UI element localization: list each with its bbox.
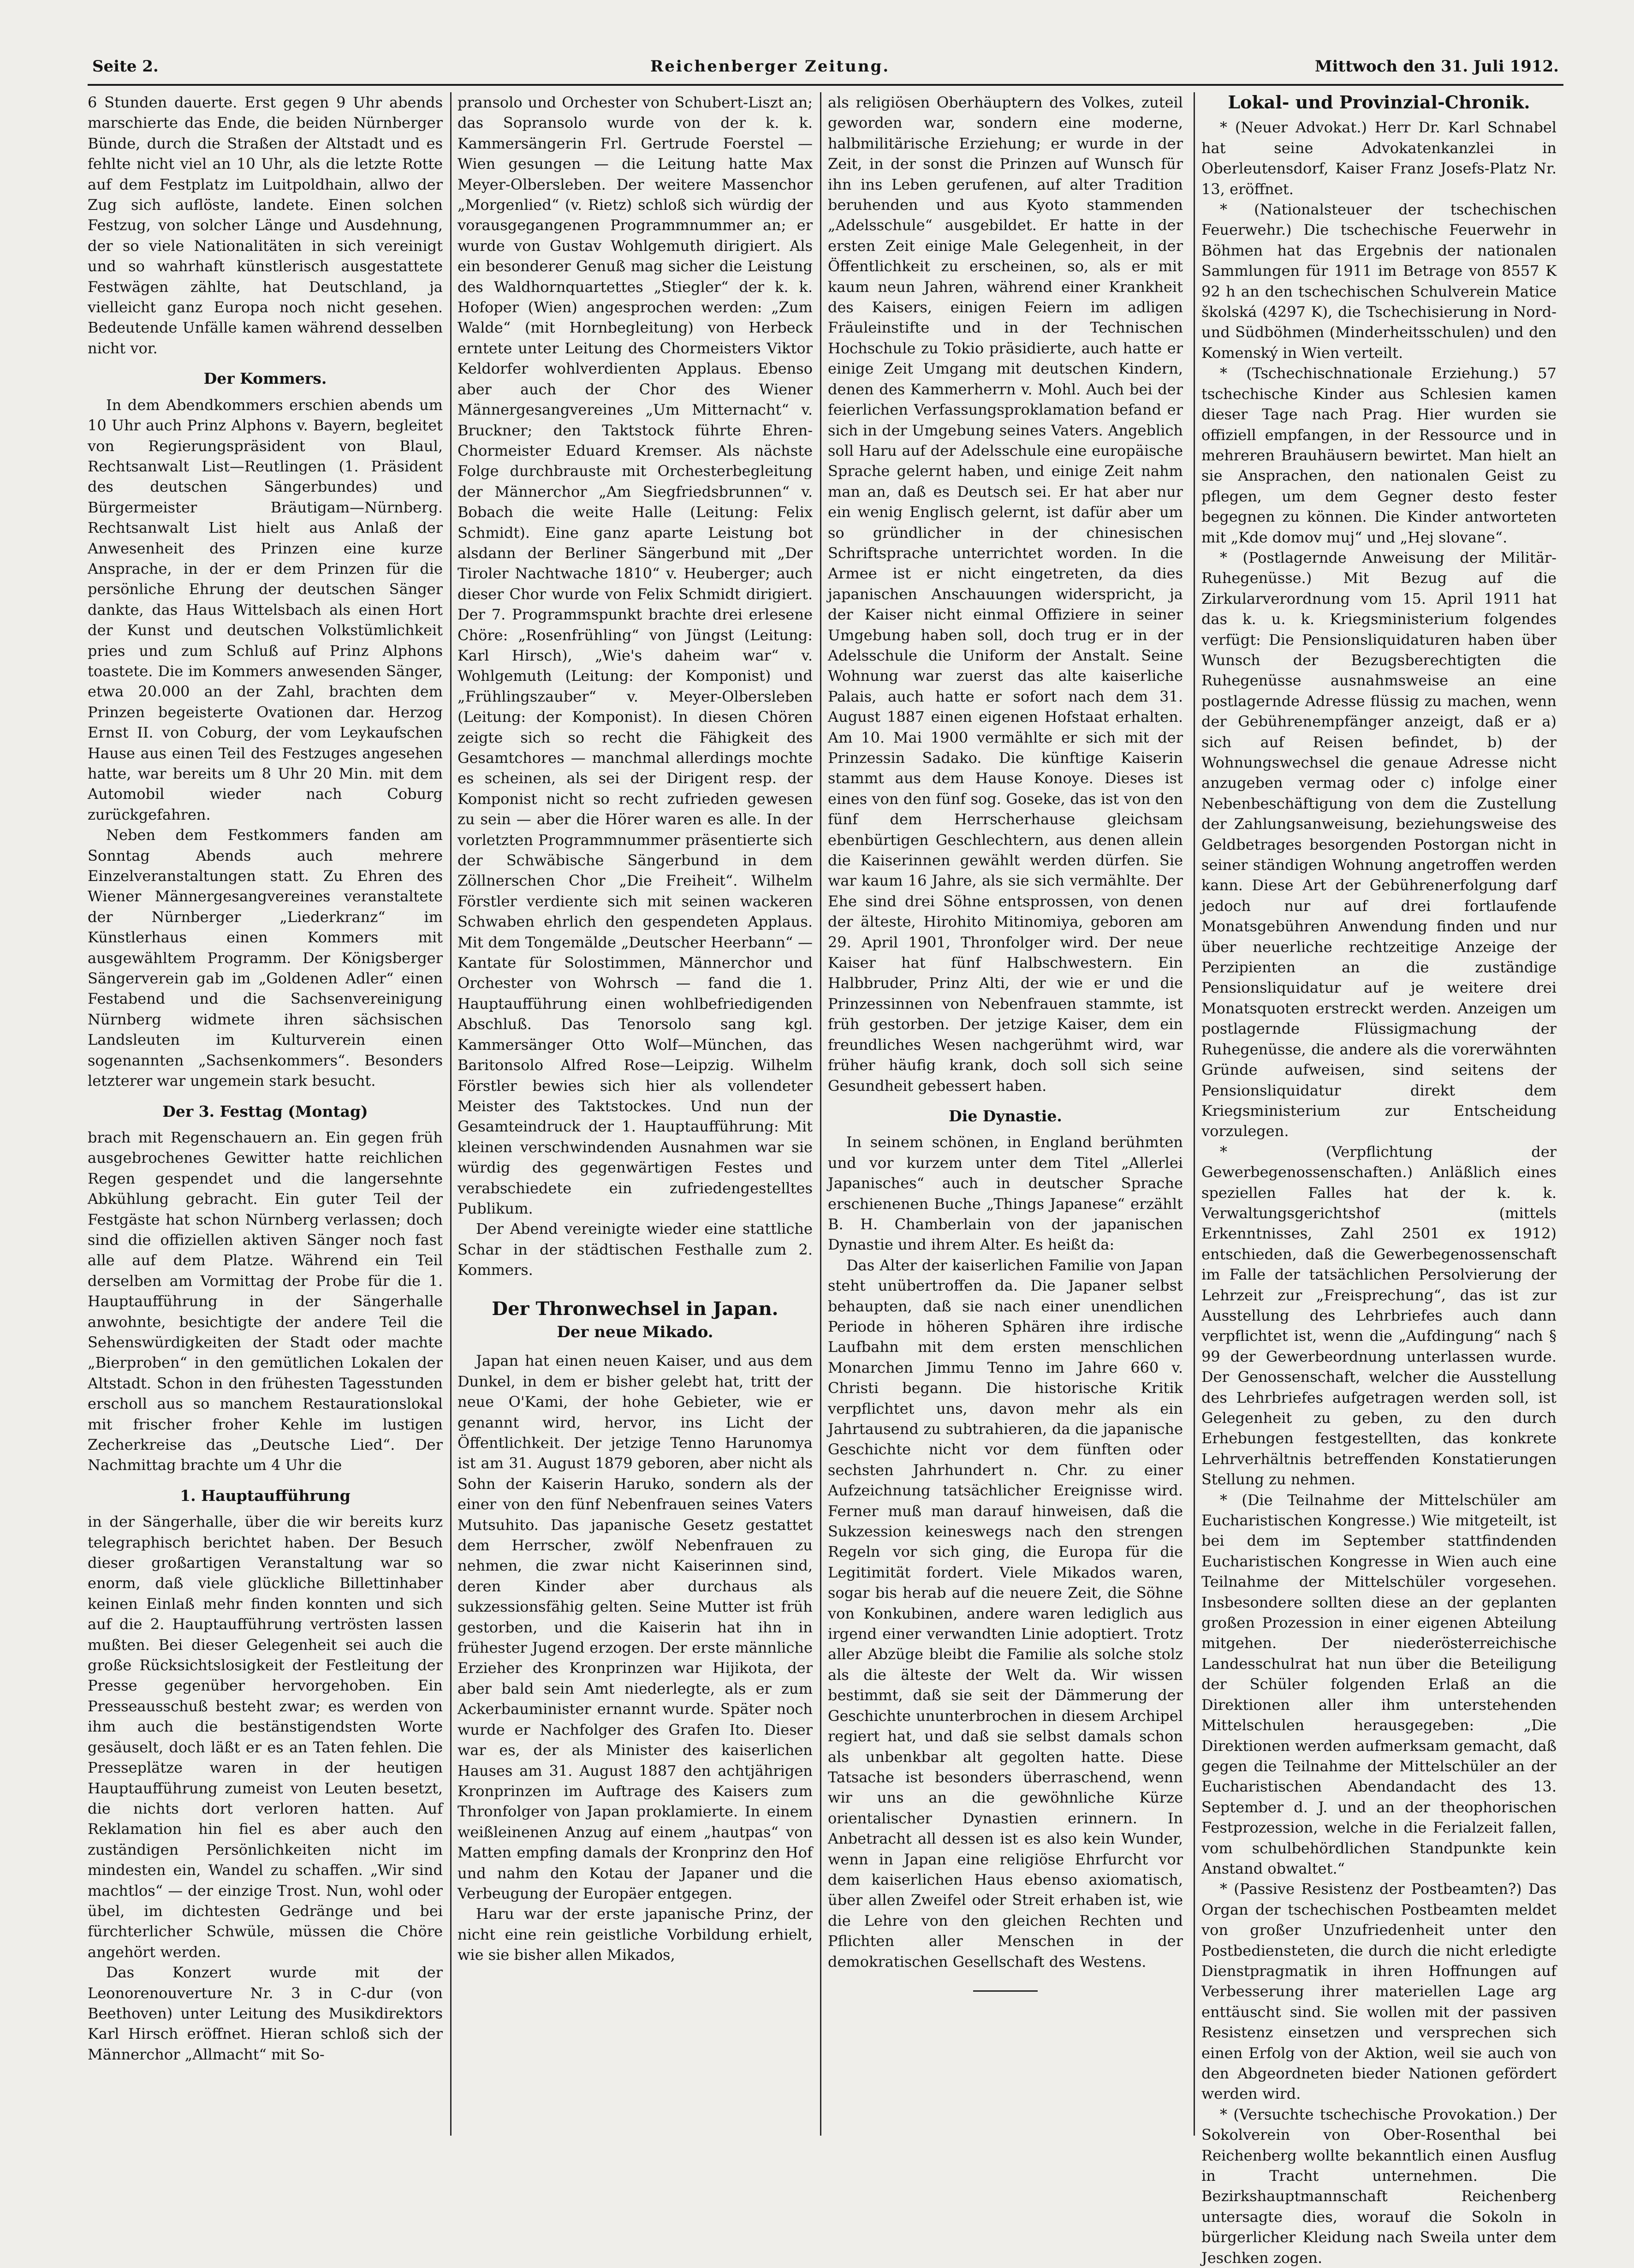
paragraph: Haru war der erste japanische Prinz, der nicht eine rein geistliche Vorbildung erhielt, wie sie bisher allen Mikados, [458,1905,813,1964]
newspaper-page [88,51,1563,2267]
paragraph: In dem Abendkommers erschien abends um 10 Uhr auch Prinz Alphons v. Bayern, begleitet von Regierungspräsident von Blaul, Rechtsanwalt List—Reutlingen (1. Präsident des deutschen Sängerbundes) und Bürgermeister Bräutigam—Nürnberg. Rechtsanwalt List hielt aus Anlaß der Anwesenheit des Prinzen eine kurze Ansprache, in der er dem Prinzen für die persönliche Ehrung der deutschen Sänger dankte, das Haus Wittelsbach als einen Hort der Kunst und deutschen Volkstümlichkeit pries und zum Schluß auf Prinz Alphons toastete. Die im Kommers anwesenden Sänger, etwa 20.000 an der Zahl, brachten dem Prinzen begeisterte Ovationen dar. Herzog Ernst II. von Coburg, der vom Leykaufschen Hause aus einen Teil des Festzuges angesehen hatte, war bereits um 8 Uhr 20 Min. mit dem Automobil wieder nach Coburg zurückgefahren. [88,396,443,823]
column-3 [828,92,1183,2140]
news-item: * (Versuchte tschechische Provokation.) Der Sokolverein von Ober-Rosenthal bei Reichenberg wollte bekanntlich einen Ausflug in Tracht unternehmen. Die Bezirkshauptmannschaft Reichenberg untersagte dies, worauf die Sokoln in bürgerlicher Kleidung nach Sweila unter dem Jeschken zogen. [1201,2105,1557,2267]
paragraph: brach mit Regenschauern an. Ein gegen früh ausgebrochenes Gewitter hatte reichlichen Regen gespendet und die langersehnte Abkühlung gebracht. Ein guter Teil der Festgäste hat schon Nürnberg verlassen; doch sind die offiziellen aktiven Sänger noch fast alle auf dem Platze. Während ein Teil derselben am Vormittag der Probe für die 1. Hauptaufführung in der Sängerhalle anwohnte, besichtigte der andere Teil die Sehenswürdigkeiten der Stadt oder machte „Bierproben“ in den gemütlichen Lokalen der Altstadt. Schon in den frühesten Tagesstunden erscholl aus so manchem Restaurationslokal mit frischer froher Kehle im lustigen Zecherkreise das „Deutsche Lied“. Der Nachmittag brachte um 4 Uhr die [88,1128,443,1474]
paragraph: Neben dem Festkommers fanden am Sonntag Abends auch mehrere Einzelveranstaltungen statt. Zu Ehren des Wiener Männergesangvereines veranstaltete der Nürnberger „Liederkranz“ im Künstlerhaus einen Kommers mit ausgewähltem Programm. Der Königsberger Sängerverein gab im „Goldenen Adler“ einen Festabend und die Sachsenvereinigung Nürnberg widmete ihren sächsischen Landsleuten im Kulturverein einen sogenannten „Sachsenkommers“. Besonders letzterer war ungemein stark besucht. [88,826,443,1090]
paragraph: Das Alter der kaiserlichen Familie von Japan steht unübertroffen da. Die Japaner selbst behaupten, daß sie nach einer unendlichen Periode in höheren Sphären ihre irdische Laufbahn mit dem ersten menschlichen Monarchen Jimmu Tenno im Jahre 660 v. Christi begann. Die historische Kritik verpflichtet uns, davon mehr als ein Jahrtausend zu subtrahieren, da die japanische Geschichte nicht vor dem fünften oder sechsten Jahrhundert n. Chr. zu einer Aufzeichnung tatsächlicher Ereignisse wird. Ferner muß man darauf hinweisen, daß die Sukzession keineswegs nach den strengen Regeln vor sich ging, die Europa für die Legitimität fordert. Viele Mikados waren, sogar bis herab auf die neuere Zeit, die Söhne von Konkubinen, andere waren lediglich aus irgend einer verwandten Linie adoptiert. Trotz aller Abzüge bleibt die Familie als solche stolz als die älteste der Welt da. Wir wissen bestimmt, daß sie seit der Dämmerung der Geschichte ununterbrochen in diesem Archipel regiert hat, und daß sie selbst damals schon als unbenkbar alt gegolten hatte. Diese Tatsache ist besonders überraschend, wenn wir uns an die gewöhnliche Kürze orientalischer Dynastien erinnern. In Anbetracht all dessen ist es also kein Wunder, wenn in Japan eine religiöse Ehrfurcht vor dem kaiserlichen Haus ebenso axiomatisch, über allen Zweifel oder Streit erhaben ist, wie die Lehre von den gleichen Rechten und Pflichten aller Menschen in der demokratischen Gesellschaft des Westens. [828,1256,1183,1970]
paragraph: als religiösen Oberhäuptern des Volkes, zuteil geworden war, sondern eine moderne, halbmilitärische Erziehung; er wurde in der Zeit, in der sonst die Prinzen auf Wunsch für ihn ins Leben gerufenen, auf alter Tradition beruhenden und aus Kyoto stammenden „Adelsschule“ ausgebildet. Er hatte in der ersten Zeit einige Male Gelegenheit, in der Öffentlichkeit zu erscheinen, so, als er mit kaum neun Jahren, während einer Krankheit des Kaisers, einigen Feiern im adligen Fräuleinstifte und in der Technischen Hochschule zu Tokio präsidierte, auch hatte er einige Zeit Umgang mit deutschen Kindern, denen des Kammerherrn v. Mohl. Auch bei der feierlichen Verfassungsproklamation befand er sich in der Umgebung seines Vaters. Angeblich soll Haru auf der Adelsschule eine europäische Sprache gelernt haben, und einige Zeit nahm man an, daß es Deutsch sei. Er hat aber nur ein wenig Englisch gelernt, ist dafür aber um so gründlicher in der chinesischen Schriftsprache unterrichtet worden. In die Armee ist er nicht eingetreten, da dies japanischen Anschauungen widerspricht, ja der Kaiser nicht einmal Offiziere in seiner Umgebung haben soll, doch trug er in der Adelsschule die Uniform der Anstalt. Seine Wohnung war zuerst das alte kaiserliche Palais, auch hatte er sofort nach dem 31. August 1887 einen eigenen Hofstaat erhalten. Am 10. Mai 1900 vermählte er sich mit der Prinzessin Sadako. Die künftige Kaiserin stammt aus dem Hause Konoye. Dieses ist eines von den fünf sog. Goseke, das ist von den fünf dem Herrscherhause gleichsam ebenbürtigen Geschlechtern, aus denen allein die Kaiserinnen gewählt werden dürfen. Sie war kaum 16 Jahre, als sie sich vermählte. Der Ehe sind drei Söhne entsprossen, von denen der älteste, Hirohito Mitinomiya, geboren am 29. April 1901, Thronfolger wird. Der neue Kaiser hat fünf Halbschwestern. Ein Halbbruder, Prinz Alti, der wie er und die Prinzessinnen von Nebenfrauen stammte, ist früh gestorben. Der jetzige Kaiser, dem ein freundliches Wesen nachgerühmt wird, war früher häufig krank, doch soll sich seine Gesundheit gebessert haben. [828,94,1183,1095]
news-item: * (Verpflichtung der Gewerbegenossenschaften.) Anläßlich eines speziellen Falles hat der k. k. Verwaltungsgerichtshof (mittels Erkenntnisses, Zahl 2501 ex 1912) entschieden, daß die Gewerbegenossenschaft im Falle der tatsächlichen Persolvierung der Lehrzeit zur „Freisprechung“, das ist zur Ausstellung des Lehrbriefes auch dann verpflichtet ist, wenn die „Aufdingung“ nach § 99 der Gewerbeordnung unterlassen wurde. Der Genossenschaft, welcher die Ausstellung des Lehrbriefes aufgetragen werden soll, ist Gelegenheit zu geben, zu den durch Erhebungen festgestellten, das konkrete Lehrverhältnis betreffenden Konstatierungen Stellung zu nehmen. [1201,1143,1557,1488]
column-1 [88,92,443,2140]
paragraph: Das Konzert wurde mit der Leonorenouverture Nr. 3 in C-dur (von Beethoven) unter Leitung des Musikdirektors Karl Hirsch eröffnet. Hieran schloß sich der Männerchor „Allmacht“ mit So- [88,1964,443,2063]
paragraph: In seinem schönen, in England berühmten und vor kurzem unter dem Titel „Allerlei Japanisches“ auch in deutscher Sprache erschienenen Buche „Things Japanese“ erzählt B. H. Chamberlain von der japanischen Dynastie und ihrem Alter. Es heißt da: [828,1133,1183,1254]
paragraph: in der Sängerhalle, über die wir bereits kurz telegraphisch berichtet haben. Der Besuch dieser großartigen Veranstaltung war so enorm, daß viele glückliche Billettinhaber keinen Einlaß mehr finden konnten und sich auf die 2. Hauptaufführung vertrösten lassen mußten. Bei dieser Gelegenheit sei auch die große Rücksichtslosigkeit der Festleitung der Presse gegenüber hervorgehoben. Ein Presseausschuß besteht zwar; es werden von ihm auch die bestänstigendsten Worte gesäuselt, doch läßt er es an Taten fehlen. Die Presseplätze waren in der heutigen Hauptaufführung zumeist von Leuten besetzt, die nichts dort verloren hatten. Auf Reklamation hin fiel es aber auch den zuständigen Persönlichkeiten nicht im mindesten ein, Wandel zu schaffen. „Wir sind machtlos“ — der einzige Trost. Nun, wohl oder übel, im dichtesten Gedränge und bei fürchterlicher Schwüle, müssen die Chöre angehört werden. [88,1513,443,1961]
news-item: * (Nationalsteuer der tschechischen Feuerwehr.) Die tschechische Feuerwehr in Böhmen hat das Ergebnis der nationalen Sammlungen für 1911 im Betrage von 8557 K 92 h an den tschechischen Schulverein Matice školská (4297 K), die Tschechisierung in Nord- und Südböhmen (Minderheitsschulen) und den Komenský in Wien verteilt. [1201,201,1557,362]
news-item: * (Tschechischnationale Erziehung.) 57 tschechische Kinder aus Schlesien kamen dieser Tage nach Prag. Hier wurden sie offiziell empfangen, in der Ressource und in mehreren Brauhäusern bewirtet. Man hielt an sie Ansprachen, den nationalen Geist zu pflegen, um dem Gegner desto fester begegnen zu können. Die Kinder antworteten mit „Kde domov muj“ und „Hej slovane“. [1201,364,1557,546]
page-number: Seite 2. [92,57,159,76]
paragraph: pransolo und Orchester von Schubert-Liszt an; das Sopransolo wurde von der k. k. Kammersängerin Frl. Gertrude Foerstel —Wien gesungen — die Leitung hatte Max Meyer-Olbersleben. Der weitere Massenchor „Morgenlied“ (v. Rietz) schloß sich würdig der vorausgegangenen Programmnummer an; er wurde von Gustav Wohlgemuth dirigiert. Als ein besonderer Genuß mag sicher die Leistung des Waldhornquartettes „Stiegler“ der k. k. Hofoper (Wien) angesprochen werden: „Zum Walde“ (mit Hornbegleitung) von Herbeck erntete unter Leitung des Chormeisters Viktor Keldorfer wohlverdienten Applaus. Ebenso aber auch der Chor des Wiener Männergesangvereines „Um Mitternacht“ v. Bruckner; den Taktstock führte Ehren-Chormeister Eduard Kremser. Als nächste Folge durchbrauste mit Orchesterbegleitung der Männerchor „Am Siegfriedsbrunnen“ v. Bobach die weite Halle (Leitung: Felix Schmidt). Eine ganz aparte Leistung bot alsdann der Berliner Sängerbund mit „Der Tiroler Nachtwache 1810“ v. Heuberger; auch dieser Chor wurde von Felix Schmidt dirigiert. Der 7. Programmspunkt brachte drei erlesene Chöre: „Rosenfrühling“ von Jüngst (Leitung: Karl Hirsch), „Wie's daheim war“ v. Wohlgemuth (Leitung: der Komponist) und „Frühlingszauber“ v. Meyer-Olbersleben (Leitung: der Komponist). In diesen Chören zeigte sich so recht die Fähigkeit des Gesamtchores — manchmal allerdings mochte es scheinen, als sei der Dirigent resp. der Komponist nicht so recht zufrieden gewesen zu sein — aber die Hörer waren es alle. In der vorletzten Programmnummer präsentierte sich der Schwäbische Sängerbund in dem Zöllnerschen Chor „Die Freiheit“. Wilhelm Förstler verdiente sich mit seinen wackeren Schwaben ehrlich den gespendeten Applaus. Mit dem Tongemälde „Deutscher Heerbann“ — Kantate für Solostimmen, Männerchor und Orchester von Wohrsch — fand die 1. Hauptaufführung einen wohlbefriedigenden Abschluß. Das Tenorsolo sang kgl. Kammersänger Otto Wolf—München, das Baritonsolo Alfred Rose—Leipzig. Wilhelm Förstler bewies sich hier als vollendeter Meister des Taktstockes. Und nun der Gesamteindruck der 1. Hauptaufführung: Mit kleinen verschwindenden Ausnahmen war sie würdig des gegenwärtigen Festes und verabschiedete ein zufriedengestelltes Publikum. [458,94,813,1217]
news-item: * (Die Teilnahme der Mittelschüler am Eucharistischen Kongresse.) Wie mitgeteilt, ist bei dem im September stattfindenden Eucharistischen Kongresse in Wien auch eine Teilnahme der Mittelschüler vorgesehen. Insbesondere sollten diese an der geplanten großen Prozession in einer eigenen Abteilung mitgehen. Der niederösterreichische Landesschulrat hat nun über die Beteiligung der Schüler folgenden Erlaß an die Direktionen aller ihm unterstehenden Mittelschulen herausgegeben: „Die Direktionen werden aufmerksam gemacht, daß gegen die Teilnahme der Mittelschüler an der Eucharistischen Abendandacht des 13. September d. J. und an der theophorischen Festprozession, welche in die Ferialzeit fallen, vom schulbehördlichen Standpunkte kein Anstand obwaltet.“ [1201,1491,1557,1877]
column-4 [1201,92,1557,2267]
column-divider [450,92,452,2136]
column-divider [1194,92,1195,2136]
column-2 [458,92,813,2140]
news-item: * (Postlagernde Anweisung der Militär-Ruhegenüsse.) Mit Bezug auf die Zirkularverordnung vom 15. April 1911 hat das k. u. k. Kriegsministerium folgendes verfügt: Die Pensionsliquidaturen haben über Wunsch der Bezugsberechtigten die Ruhegenüsse ausnahmsweise an eine postlagernde Adresse flüssig zu machen, wenn der Gebührenempfänger anzeigt, daß er a) sich auf Reisen befindet, b) der Wohnungswechsel die genaue Adresse nicht anzugeben vermag oder c) infolge einer Nebenbeschäftigung von dem die Zustellung der Zahlungsanweisung, beziehungsweise des Geldbetrages besorgenden Postorgan nicht in seiner ständigen Wohnung angetroffen werden kann. Diese Art der Gebührenerfolgung darf jedoch nur auf drei fortlaufende Monatsgebühren Anwendung finden und nur über neuerliche rechtzeitige Anzeige der Perzipienten an die zuständige Pensionsliquidatur auf je weitere drei Monatsquoten erstreckt werden. Anzeigen um postlagernde Flüssigmachung der Ruhegenüsse, die andere als die vorerwähnten Gründe aufweisen, sind seitens der Pensionsliquidatur direkt dem Kriegsministerium zur Entscheidung vorzulegen. [1201,548,1557,1140]
news-item: * (Passive Resistenz der Postbeamten?) Das Organ der tschechischen Postbeamten meldet von großer Unzufriedenheit unter den Postbediensteten, die durch die nicht erledigte Dienstpragmatik in ihren Hoffnungen auf Verbesserung ihrer materiellen Lage arg enttäuscht sind. Sie wollen mit der passiven Resistenz einsetzen und versprechen sich einen Erfolg von der Aktion, weil sie auch von den Abgeordneten bieder Nationen gefördert werden wird. [1201,1880,1557,2103]
article-subheadline-mikado: Der neue Mikado. [557,1322,713,1341]
column-divider [820,92,821,2136]
article-headline-thronwechsel: Der Thronwechsel in Japan. [492,1298,778,1320]
paragraph: Japan hat einen neuen Kaiser, und aus dem Dunkel, in dem er bisher gelebt hat, tritt der neue O'Kami, der hohe Gebieter, wie er genannt wird, hervor, ins Licht der Öffentlichkeit. Der jetzige Tenno Harunomya ist am 31. August 1879 geboren, aber nicht als Sohn der Kaiserin Haruko, sondern als der einer von den fünf Nebenfrauen seines Vaters Mutsuhito. Das japanische Gesetz gestattet dem Herrscher, zwölf Nebenfrauen zu nehmen, die zwar nicht Kaiserinnen sind, deren Kinder aber durchaus als sukzessionsfähig gelten. Seine Mutter ist früh gestorben, und die Kaiserin hat ihn in frühester Jugend erzogen. Der erste männliche Erzieher des Kronprinzen war Hijikota, der aber bald sein Amt niederlegte, als er zum Ackerbauminister ernannt wurde. Später noch wurde er Nachfolger des Grafen Ito. Dieser war es, der als Minister des kaiserlichen Hauses am 31. August 1887 den achtjährigen Kronprinzen im Auftrage des Kaisers zum Thronfolger von Japan proklamierte. In einem weißleinenen Anzug auf einem „hautpas“ von Matten empfing damals der Kronprinz den Hof und nahm den Kotau der Japaner und die Verbeugung der Europäer entgegen. [458,1352,813,1902]
paragraph: 6 Stunden dauerte. Erst gegen 9 Uhr abends marschierte das Ende, die beiden Nürnberger Bünde, durch die Straßen der Altstadt und es fehlte nicht viel an 10 Uhr, als die letzte Rotte auf dem Festplatz im Luitpoldhain, allwo der Zug sich auflöste, landete. Einen solchen Festzug, von solcher Länge und Ausdehnung, der so viele Nationalitäten in sich vereinigt und so wahrhaft künstlerisch ausgestattete Festwägen zählte, hat Deutschland, ja vielleicht ganz Europa noch nicht gesehen. Bedeutende Unfälle kamen während desselben nicht vor. [88,94,443,357]
newspaper-title: Reichenberger Zeitung. [650,57,890,76]
news-item: * (Neuer Advokat.) Herr Dr. Karl Schnabel hat seine Advokatenkanzlei in Oberleutensdorf, Kaiser Franz Josefs-Platz Nr. 13, eröffnet. [1201,119,1557,198]
paragraph: Der Abend vereinigte wieder eine stattliche Schar in der städtischen Festhalle zum 2. Kommers. [458,1220,813,1279]
section-title-lokal-chronik: Lokal- und Provinzial-Chronik. [1228,92,1530,113]
section-heading-dynastie: Die Dynastie. [949,1107,1062,1125]
page-header [88,51,1563,88]
issue-date: Mittwoch den 31. Juli 1912. [1314,57,1559,76]
section-heading-hauptauffuehrung: 1. Hauptaufführung [180,1486,351,1505]
section-heading-kommers: Der Kommers. [203,369,327,388]
header-rule [88,84,1563,86]
section-heading-festtag: Der 3. Festtag (Montag) [162,1102,368,1120]
article-end-rule [973,1990,1038,1992]
